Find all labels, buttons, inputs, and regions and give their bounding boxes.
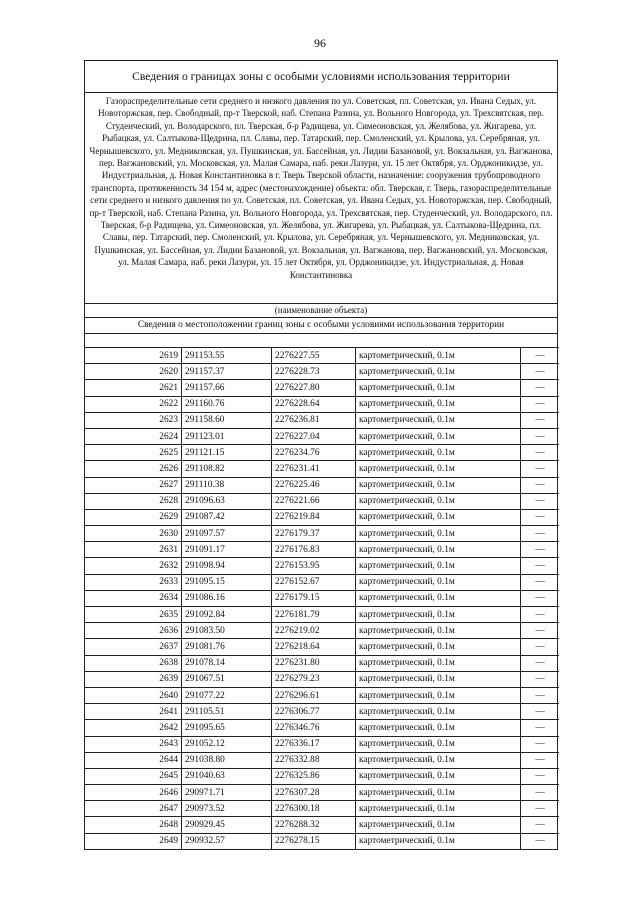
point-number-cell: 2631	[85, 542, 182, 558]
table-row	[85, 477, 559, 493]
note-cell: —	[521, 509, 560, 525]
point-number-cell: 2639	[85, 671, 182, 687]
table-row	[85, 671, 559, 687]
y-coordinate-cell: 2276221.66	[272, 493, 356, 509]
method-accuracy-cell: картометрический, 0.1м	[356, 461, 521, 477]
point-number-cell: 2629	[85, 509, 182, 525]
method-accuracy-cell: картометрический, 0.1м	[356, 428, 521, 444]
table-row	[85, 428, 559, 444]
table-row	[85, 509, 559, 525]
method-accuracy-cell: картометрический, 0.1м	[356, 671, 521, 687]
x-coordinate-cell: 291086.16	[182, 590, 272, 606]
table-row	[85, 833, 559, 849]
note-cell: —	[521, 785, 560, 801]
note-cell: —	[521, 736, 560, 752]
x-coordinate-cell: 291158.60	[182, 412, 272, 428]
method-accuracy-cell: картометрический, 0.1м	[356, 542, 521, 558]
location-section-caption: Сведения о местоположении границ зоны с особыми условиями использования территории	[85, 318, 557, 334]
point-number-cell: 2623	[85, 412, 182, 428]
note-cell: —	[521, 639, 560, 655]
point-number-cell: 2641	[85, 704, 182, 720]
note-cell: —	[521, 542, 560, 558]
method-accuracy-cell: картометрический, 0.1м	[356, 558, 521, 574]
note-cell: —	[521, 396, 560, 412]
point-number-cell: 2622	[85, 396, 182, 412]
table-row	[85, 607, 559, 623]
point-number-cell: 2646	[85, 785, 182, 801]
x-coordinate-cell: 291077.22	[182, 687, 272, 703]
point-number-cell: 2638	[85, 655, 182, 671]
point-number-cell: 2644	[85, 752, 182, 768]
point-number-cell: 2637	[85, 639, 182, 655]
point-number-cell: 2642	[85, 720, 182, 736]
y-coordinate-cell: 2276227.55	[272, 348, 356, 364]
point-number-cell: 2627	[85, 477, 182, 493]
table-row	[85, 655, 559, 671]
note-cell: —	[521, 704, 560, 720]
table-row	[85, 801, 559, 817]
point-number-cell: 2633	[85, 574, 182, 590]
point-number-cell: 2648	[85, 817, 182, 833]
method-accuracy-cell: картометрический, 0.1м	[356, 623, 521, 639]
table-row	[85, 461, 559, 477]
method-accuracy-cell: картометрический, 0.1м	[356, 752, 521, 768]
x-coordinate-cell: 290929.45	[182, 817, 272, 833]
y-coordinate-cell: 2276227.04	[272, 428, 356, 444]
table-header-gap	[85, 334, 557, 347]
method-accuracy-cell: картометрический, 0.1м	[356, 720, 521, 736]
x-coordinate-cell: 291153.55	[182, 348, 272, 364]
y-coordinate-cell: 2276278.15	[272, 833, 356, 849]
y-coordinate-cell: 2276296.61	[272, 687, 356, 703]
object-name-caption: (наименование объекта)	[85, 304, 557, 318]
y-coordinate-cell: 2276231.41	[272, 461, 356, 477]
table-row	[85, 704, 559, 720]
table-row	[85, 445, 559, 461]
method-accuracy-cell: картометрический, 0.1м	[356, 801, 521, 817]
y-coordinate-cell: 2276153.95	[272, 558, 356, 574]
x-coordinate-cell: 291108.82	[182, 461, 272, 477]
note-cell: —	[521, 801, 560, 817]
x-coordinate-cell: 291160.76	[182, 396, 272, 412]
note-cell: —	[521, 720, 560, 736]
method-accuracy-cell: картометрический, 0.1м	[356, 704, 521, 720]
x-coordinate-cell: 291096.63	[182, 493, 272, 509]
y-coordinate-cell: 2276227.80	[272, 380, 356, 396]
y-coordinate-cell: 2276234.76	[272, 445, 356, 461]
x-coordinate-cell: 290973.52	[182, 801, 272, 817]
note-cell: —	[521, 493, 560, 509]
x-coordinate-cell: 291095.15	[182, 574, 272, 590]
method-accuracy-cell: картометрический, 0.1м	[356, 639, 521, 655]
method-accuracy-cell: картометрический, 0.1м	[356, 509, 521, 525]
point-number-cell: 2635	[85, 607, 182, 623]
method-accuracy-cell: картометрический, 0.1м	[356, 445, 521, 461]
point-number-cell: 2636	[85, 623, 182, 639]
method-accuracy-cell: картометрический, 0.1м	[356, 687, 521, 703]
point-number-cell: 2630	[85, 526, 182, 542]
point-number-cell: 2643	[85, 736, 182, 752]
note-cell: —	[521, 655, 560, 671]
note-cell: —	[521, 380, 560, 396]
y-coordinate-cell: 2276228.64	[272, 396, 356, 412]
method-accuracy-cell: картометрический, 0.1м	[356, 380, 521, 396]
y-coordinate-cell: 2276300.18	[272, 801, 356, 817]
point-number-cell: 2649	[85, 833, 182, 849]
x-coordinate-cell: 291078.14	[182, 655, 272, 671]
y-coordinate-cell: 2276325.86	[272, 768, 356, 784]
table-row	[85, 542, 559, 558]
x-coordinate-cell: 290932.57	[182, 833, 272, 849]
note-cell: —	[521, 833, 560, 849]
y-coordinate-cell: 2276225.46	[272, 477, 356, 493]
y-coordinate-cell: 2276336.17	[272, 736, 356, 752]
table-row	[85, 348, 559, 364]
point-number-cell: 2634	[85, 590, 182, 606]
y-coordinate-cell: 2276307.28	[272, 785, 356, 801]
note-cell: —	[521, 477, 560, 493]
x-coordinate-cell: 291097.57	[182, 526, 272, 542]
y-coordinate-cell: 2276228.73	[272, 364, 356, 380]
method-accuracy-cell: картометрический, 0.1м	[356, 607, 521, 623]
method-accuracy-cell: картометрический, 0.1м	[356, 833, 521, 849]
table-row	[85, 526, 559, 542]
y-coordinate-cell: 2276218.64	[272, 639, 356, 655]
method-accuracy-cell: картометрический, 0.1м	[356, 412, 521, 428]
y-coordinate-cell: 2276179.37	[272, 526, 356, 542]
x-coordinate-cell: 291038.80	[182, 752, 272, 768]
table-row	[85, 574, 559, 590]
x-coordinate-cell: 291098.94	[182, 558, 272, 574]
zone-boundary-document	[84, 60, 558, 850]
method-accuracy-cell: картометрический, 0.1м	[356, 574, 521, 590]
method-accuracy-cell: картометрический, 0.1м	[356, 477, 521, 493]
x-coordinate-cell: 291091.17	[182, 542, 272, 558]
note-cell: —	[521, 607, 560, 623]
table-row	[85, 412, 559, 428]
method-accuracy-cell: картометрический, 0.1м	[356, 785, 521, 801]
note-cell: —	[521, 752, 560, 768]
method-accuracy-cell: картометрический, 0.1м	[356, 817, 521, 833]
point-number-cell: 2619	[85, 348, 182, 364]
y-coordinate-cell: 2276219.84	[272, 509, 356, 525]
y-coordinate-cell: 2276306.77	[272, 704, 356, 720]
y-coordinate-cell: 2276236.81	[272, 412, 356, 428]
table-row	[85, 687, 559, 703]
x-coordinate-cell: 291087.42	[182, 509, 272, 525]
note-cell: —	[521, 768, 560, 784]
object-description: Газораспределительные сети среднего и низкого давления по ул. Советская, пл. Советская, ул. Ивана Седых, ул. Новоторжская, пер. Свободный, пр-т Тверской, наб. Степана Разина, ул. Вольного Новгорода, ул. Трехсвятская, пер. Студенческий, ул. Володарского, пл. Тверская, б-р Радищева, ул. Симеоновская, ул. Желябова, ул. Жигарева, ул. Рыбацкая, ул. Салтыкова-Щедрина, пл. Славы, пер. Татарский, пер. Смоленский, ул. Крылова, ул. Серебряная, ул. Чернышевского, ул. Медниковская, ул. Пушкинская, ул. Бассейная, ул. Лидии Базановой, ул. Вокзальная, ул. Вагжанова, пер. Вагжановский, ул. Московская, ул. Малая Самара, наб. реки Лазури, ул. 15 лет Октября, ул. Орджоникидзе, ул. Индустриальная, д. Новая Константиновка в г. Тверь Тверской области, назначение: сооружения трубопроводного транспорта, протяженность 34 154 м, адрес (местонахождение) объекта: обл. Тверская, г. Тверь, газораспределительные сети среднего и низкого давления по ул. Советская, пл. Советская, ул. Ивана Седых, ул. Новоторжская, пер. Свободный, пр-т Тверской, наб. Степана Разина, ул. Вольного Новгорода, ул. Трехсвятская, пер. Студенческий, ул. Володарского, пл. Тверская, б-р Радищева, ул. Симеоновская, ул. Желябова, ул. Жигарева, ул. Рыбацкая, ул. Салтыкова-Щедрина, пл. Славы, пер. Татарский, пер. Смоленский, ул. Крылова, ул. Серебряная, ул. Чернышевского, ул. Медниковская, ул. Пушкинская, ул. Бассейная, ул. Лидии Базановой, ул. Вокзальная, ул. Вагжанова, пер. Вагжановский, ул. Московская, ул. Малая Самара, наб. реки Лазури, ул. 15 лет Октября, ул. Орджоникидзе, ул. Индустриальная, д. Новая Константиновка	[85, 93, 557, 304]
method-accuracy-cell: картометрический, 0.1м	[356, 348, 521, 364]
x-coordinate-cell: 291040.63	[182, 768, 272, 784]
table-row	[85, 364, 559, 380]
y-coordinate-cell: 2276152.67	[272, 574, 356, 590]
table-row	[85, 817, 559, 833]
x-coordinate-cell: 291081.76	[182, 639, 272, 655]
y-coordinate-cell: 2276179.15	[272, 590, 356, 606]
point-number-cell: 2632	[85, 558, 182, 574]
y-coordinate-cell: 2276332.88	[272, 752, 356, 768]
note-cell: —	[521, 428, 560, 444]
table-row	[85, 785, 559, 801]
page-number: 96	[314, 36, 326, 50]
table-row	[85, 736, 559, 752]
y-coordinate-cell: 2276346.76	[272, 720, 356, 736]
note-cell: —	[521, 364, 560, 380]
note-cell: —	[521, 445, 560, 461]
y-coordinate-cell: 2276279.23	[272, 671, 356, 687]
y-coordinate-cell: 2276219.02	[272, 623, 356, 639]
note-cell: —	[521, 590, 560, 606]
x-coordinate-cell: 291083.50	[182, 623, 272, 639]
table-row	[85, 623, 559, 639]
note-cell: —	[521, 558, 560, 574]
note-cell: —	[521, 461, 560, 477]
method-accuracy-cell: картометрический, 0.1м	[356, 768, 521, 784]
table-row	[85, 396, 559, 412]
x-coordinate-cell: 291105.51	[182, 704, 272, 720]
y-coordinate-cell: 2276288.32	[272, 817, 356, 833]
note-cell: —	[521, 526, 560, 542]
x-coordinate-cell: 291052.12	[182, 736, 272, 752]
point-number-cell: 2625	[85, 445, 182, 461]
y-coordinate-cell: 2276231.80	[272, 655, 356, 671]
point-number-cell: 2620	[85, 364, 182, 380]
method-accuracy-cell: картометрический, 0.1м	[356, 364, 521, 380]
method-accuracy-cell: картометрический, 0.1м	[356, 655, 521, 671]
x-coordinate-cell: 291110.38	[182, 477, 272, 493]
table-row	[85, 720, 559, 736]
note-cell: —	[521, 623, 560, 639]
x-coordinate-cell: 291121.15	[182, 445, 272, 461]
table-row	[85, 590, 559, 606]
coordinates-table-body	[85, 348, 559, 849]
note-cell: —	[521, 348, 560, 364]
x-coordinate-cell: 291067.51	[182, 671, 272, 687]
method-accuracy-cell: картометрический, 0.1м	[356, 396, 521, 412]
x-coordinate-cell: 291092.84	[182, 607, 272, 623]
point-number-cell: 2645	[85, 768, 182, 784]
x-coordinate-cell: 290971.71	[182, 785, 272, 801]
table-row	[85, 493, 559, 509]
point-number-cell: 2647	[85, 801, 182, 817]
x-coordinate-cell: 291095.65	[182, 720, 272, 736]
coordinates-table	[85, 347, 559, 849]
table-row	[85, 752, 559, 768]
point-number-cell: 2621	[85, 380, 182, 396]
document-title: Сведения о границах зоны с особыми условиями использования территории	[85, 61, 557, 93]
method-accuracy-cell: картометрический, 0.1м	[356, 590, 521, 606]
method-accuracy-cell: картометрический, 0.1м	[356, 736, 521, 752]
point-number-cell: 2624	[85, 428, 182, 444]
note-cell: —	[521, 574, 560, 590]
method-accuracy-cell: картометрический, 0.1м	[356, 493, 521, 509]
x-coordinate-cell: 291157.66	[182, 380, 272, 396]
table-row	[85, 639, 559, 655]
note-cell: —	[521, 412, 560, 428]
table-row	[85, 768, 559, 784]
note-cell: —	[521, 687, 560, 703]
point-number-cell: 2626	[85, 461, 182, 477]
table-row	[85, 558, 559, 574]
x-coordinate-cell: 291157.37	[182, 364, 272, 380]
x-coordinate-cell: 291123.01	[182, 428, 272, 444]
note-cell: —	[521, 671, 560, 687]
y-coordinate-cell: 2276181.79	[272, 607, 356, 623]
y-coordinate-cell: 2276176.83	[272, 542, 356, 558]
point-number-cell: 2628	[85, 493, 182, 509]
table-row	[85, 380, 559, 396]
note-cell: —	[521, 817, 560, 833]
point-number-cell: 2640	[85, 687, 182, 703]
method-accuracy-cell: картометрический, 0.1м	[356, 526, 521, 542]
